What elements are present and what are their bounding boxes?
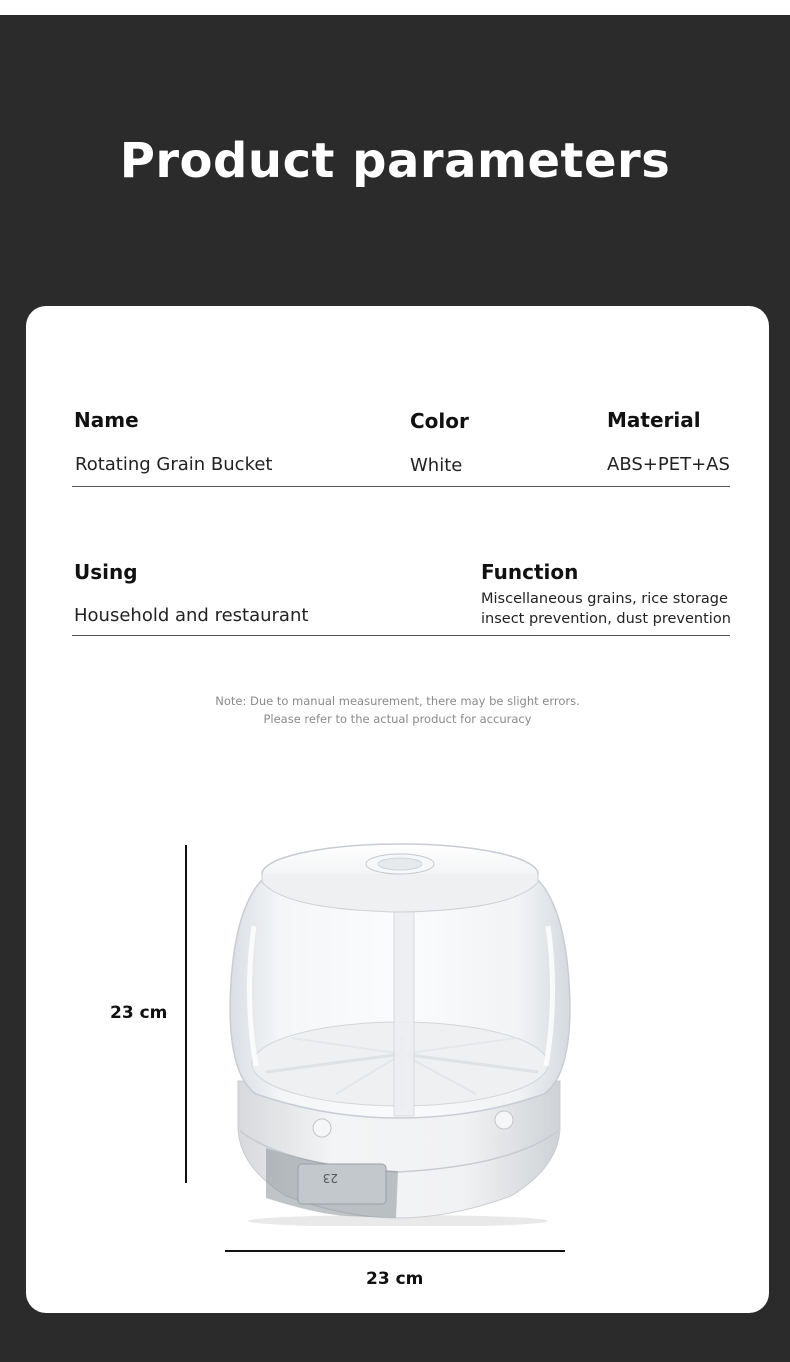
svg-text:23: 23 (322, 1171, 338, 1185)
parameters-card (26, 306, 769, 1313)
row2-divider (72, 635, 730, 636)
height-dimension-label: 23 cm (110, 1003, 168, 1023)
width-dimension-label: 23 cm (366, 1269, 424, 1289)
using-label: Using (74, 560, 138, 584)
width-dimension-line (225, 1250, 565, 1252)
name-label: Name (74, 408, 139, 432)
material-value: ABS+PET+AS (607, 454, 730, 475)
name-value: Rotating Grain Bucket (75, 454, 273, 475)
grain-bucket-image (226, 826, 576, 1226)
function-value-line1: Miscellaneous grains, rice storage (481, 591, 728, 607)
page-background (0, 15, 790, 1362)
color-value: White (410, 455, 463, 476)
color-label: Color (410, 409, 469, 433)
page-title: Product parameters (119, 133, 671, 189)
function-value-line2: insect prevention, dust prevention (481, 611, 731, 627)
function-label: Function (481, 560, 579, 584)
using-value: Household and restaurant (74, 605, 309, 626)
row1-divider (72, 486, 730, 487)
note-line1: Note: Due to manual measurement, there may be slight errors. (215, 694, 580, 708)
material-label: Material (607, 408, 701, 432)
note-line2: Please refer to the actual product for accuracy (263, 712, 532, 726)
height-dimension-line (185, 845, 187, 1183)
